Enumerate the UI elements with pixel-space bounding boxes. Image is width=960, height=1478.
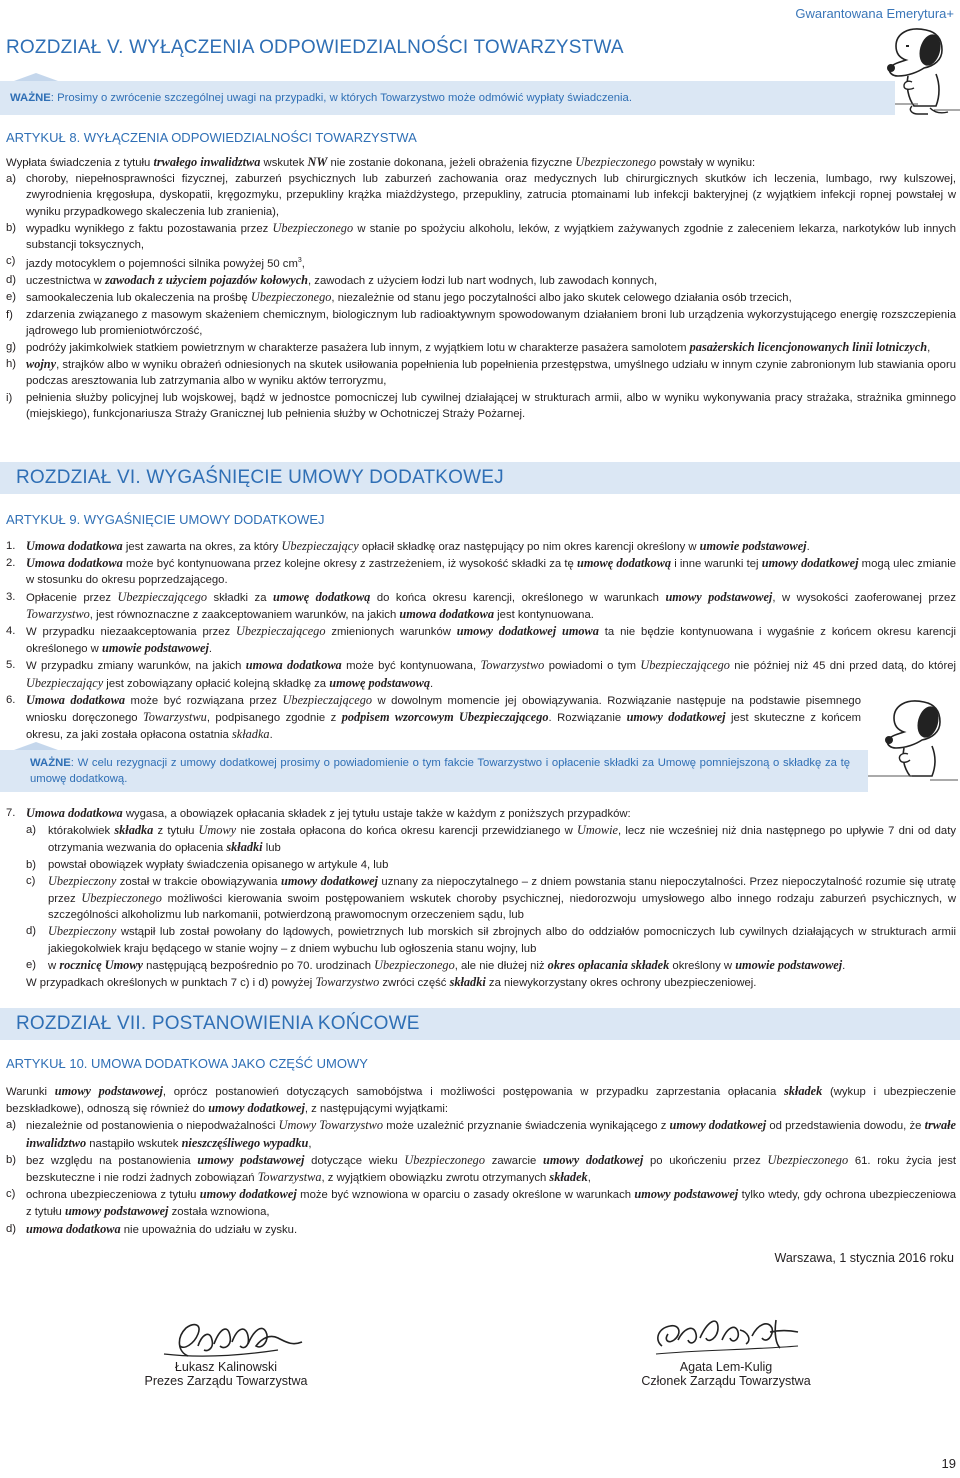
list-item: 3. Opłacenie przez Ubezpieczającego składki za umowę dodatkową do końca okresu karencji, określonego w warunkach umowy podstawowej, w wysokości zaoferowanej przez Towarzystwo, jest równoznaczne z zaakceptowaniem warunków, na jakich umowa dodatkowa jest kontynuowana.	[6, 589, 956, 621]
list-item: a) niezależnie od postanowienia o niepodważalności Umowy Towarzystwo może uzależnić przyznanie świadczenia wynikającego z umowy dodatkowej od przedstawienia dowodu, że trwałe inwalidztwo nastąpiło wskutek nieszczęśliwego wypadku,	[6, 1118, 956, 1150]
article-10-title: ARTYKUŁ 10. UMOWA DODATKOWA JAKO CZĘŚĆ UMOWY	[6, 1056, 368, 1071]
important-label: WAŻNE	[30, 757, 71, 769]
list-item: a) którakolwiek składka z tytułu Umowy nie została opłacona do końca okresu karencji przewidzianego w Umowie, lecz nie wcześniej niż dnia następnego po upływie 7 dni od daty otrzymania wezwania do opłacenia składki lub	[26, 823, 956, 855]
chapter-6-title: ROZDZIAŁ VI. WYGAŚNIĘCIE UMOWY DODATKOWEJ	[16, 467, 504, 488]
page-number: 19	[941, 1456, 956, 1471]
signer-role: Prezes Zarządu Towarzystwa	[144, 1374, 308, 1388]
article-10-body	[6, 1083, 956, 1238]
list-item: 6. Umowa dodatkowa może być rozwiązana przez Ubezpieczającego w dowolnym momencie jej obowiązywania. Rozwiązanie następuje na podstawie pisemnego wniosku doręczonego Towarzystwu, podpisanego zgodnie z podpisem wzorcowym Ubezpieczającego. Rozwiązanie umowy dodatkowej jest skuteczne z końcem okresu, za jaki została opłacona ostatnia składka.	[6, 692, 862, 742]
article-9-title: ARTYKUŁ 9. WYGAŚNIĘCIE UMOWY DODATKOWEJ	[6, 512, 325, 527]
signature-block-2	[610, 1360, 842, 1388]
list-item: e) samookaleczenia lub okaleczenia na prośbę Ubezpieczonego, niezależnie od stanu jego poczytalności albo jako skutek celowego działania osób trzecich,	[6, 290, 792, 305]
list-item: h) wojny, strajków albo w wyniku obrażeń odniesionych na skutek usiłowania popełnienia lub popełnienia przestępstwa, umyślnego udziału w innym czynie zabronionym lub stawiania oporu podczas aresztowania lub zatrzymania albo w wyniku aktów terroryzmu,	[6, 357, 956, 388]
list-item: g) podróży jakimkolwiek statkiem powietrznym w charakterze pasażera lub innym, z wyjątkiem lotu w charakterze pasażera samolotem pasażerskich licencjonowanych linii lotniczych,	[6, 340, 931, 354]
list-item: b) wypadku wynikłego z faktu pozostawania przez Ubezpieczonego w stanie po spożyciu alkoholu, leków, z wyjątkiem zażywanych zgodnie z zaleceniem lekarza, narkotyków lub innych substancji toksycznych,	[6, 220, 957, 252]
list-item: c) ochrona ubezpieczeniowa z tytułu umowy dodatkowej może być wznowiona w oparciu o zasady określone w warunkach umowy podstawowej tylko wtedy, gdy ochrona ubezpieczeniowa z tytułu umowy podstawowej została wznowiona,	[6, 1187, 956, 1219]
signer-name: Łukasz Kalinowski	[174, 1360, 278, 1374]
list-item: b) bez względu na postanowienia umowy podstawowej dotyczące wieku Ubezpieczonego zawarcie umowy dodatkowej po ukończeniu przez Ubezpieczonego 61. roku życia jest bezskuteczne i nie rodzi żadnych zobowiązań Towarzystwa, z wyjątkiem obowiązku zwrotu otrzymanych składek,	[6, 1152, 957, 1185]
signature-block-1	[110, 1360, 342, 1388]
signature-image-icon	[158, 1316, 308, 1364]
important-notice	[10, 90, 880, 106]
chapter-5-body	[6, 154, 956, 422]
chapter-7-title: ROZDZIAŁ VII. POSTANOWIENIA KOŃCOWE	[16, 1013, 420, 1034]
article-9-body	[6, 538, 956, 743]
notice-tab	[14, 742, 58, 750]
important-notice	[30, 755, 850, 787]
list-item: 1. Umowa dodatkowa jest zawarta na okres, za który Ubezpieczający opłacił składkę oraz następujący po nim okres karencji określony w umowie podstawowej.	[6, 539, 810, 553]
signer-name: Agata Lem-Kulig	[679, 1360, 773, 1374]
notice-tab	[14, 73, 58, 81]
article-8-title: ARTYKUŁ 8. WYŁĄCZENIA ODPOWIEDZIALNOŚCI TOWARZYSTWA	[6, 130, 417, 145]
article-9-body-cont	[6, 805, 956, 991]
list-item: c) Ubezpieczony został w trakcie obowiązywania umowy dodatkowej uznany za niepoczytalnego – z dniem powstania stanu niepoczytalności. Przez niepoczytalność rozumie się utratę przez Ubezpieczonego możliwości kierowania swoim postępowaniem wskutek choroby psychicznej, niedorozwoju umysłowego albo innego rodzaju zaburzeń psychicznych, w szczególności alkoholizmu lub narkomanii, potwierdzoną prawomocnym orzeczeniem sądu, lub	[26, 873, 957, 922]
important-text: : Prosimy o zwrócenie szczególnej uwagi na przypadki, w których Towarzystwo może odmówić wypłaty świadczenia.	[50, 92, 632, 104]
list-item: a) choroby, niepełnosprawności fizycznej, zaburzeń psychicznych lub zaburzeń zachowania oraz medycznych lub chirurgicznych skutków ich leczenia, lumbago, rwy kulszowej, zwyrodnienia kręgosłupa, dyskopatii, kręgozmyku, przepukliny krążka miażdżystego, przepukliny, zatrucia ptomainami lub infekcji bakteryjnej (z wyjątkiem infekcji ropnej powstałej w wyniku przypadkowego skaleczenia lub zranienia),	[6, 173, 956, 218]
snoopy-illustration-icon	[868, 694, 958, 786]
signer-role: Członek Zarządu Towarzystwa	[641, 1374, 811, 1388]
list-item: d) Ubezpieczony wstąpił lub został powołany do lądowych, powietrznych lub morskich sił zbrojnych albo do oddziałów pomocniczych lub cywilnych działających w strukturach armii jakiegokolwiek kraju będącego w stanie wojny – z dniem wybuchu lub ogłoszenia stanu wojny, lub	[26, 924, 956, 955]
signature-image-icon	[648, 1310, 808, 1360]
list-item: d) umowa dodatkowa nie upoważnia do udziału w zysku.	[6, 1221, 298, 1236]
list-item: c) jazdy motocyklem o pojemności silnika powyżej 50 $cm^3$,	[6, 255, 305, 270]
list-item: 4. W przypadku niezaakceptowania przez Ubezpieczającego zmienionych warunków umowy dodatkowej umowa ta nie będzie kontynuowana i wygaśnie z końcem okresu karencji określonego w umowie podstawowej.	[6, 624, 956, 656]
brand-name: Gwarantowana Emerytura+	[795, 6, 954, 21]
article-8-intro: Wypłata świadczenia z tytułu trwałego inwalidztwa wskutek NW nie zostanie dokonana, jeżeli obrażenia fizyczne Ubezpieczonego powstały w wyniku:	[6, 155, 756, 169]
date-line: Warszawa, 1 stycznia 2016 roku	[774, 1251, 954, 1265]
list-item: f) zdarzenia związanego z masowym skażeniem chemicznym, biologicznym lub radioaktywnym spowodowanym działaniem broni lub urządzenia wykorzystującego energię rozszczepienia jądrowego lub promieniotwórczość,	[6, 308, 956, 337]
list-item: 5. W przypadku zmiany warunków, na jakich umowa dodatkowa może być kontynuowana, Towarzystwo powiadomi o tym Ubezpieczającego nie później niż 45 dni przed datą, do której Ubezpieczający jest zobowiązany opłacić kolejną składkę za umowę podstawową.	[6, 658, 957, 690]
list-item: i) pełnienia służby policyjnej lub wojskowej, bądź w jednostce pomocniczej lub cywilnej działającej w strukturach armii, albo w wyniku wykonywania pracy strażaka, strażnika gminnego (miejskiego), funkcjonariusza Straży Granicznej lub pełnienia służby w Ochotniczej Straży Pożarnej.	[6, 391, 956, 420]
list-item: d) uczestnictwa w zawodach z użyciem pojazdów kołowych, zawodach z użyciem łodzi lub nart wodnych, lub zawodach konnych,	[6, 273, 658, 288]
list-item: b) powstał obowiązek wypłaty świadczenia opisanego w artykule 4, lub	[26, 858, 389, 871]
list-item: 2. Umowa dodatkowa może być kontynuowana przez kolejne okresy z zastrzeżeniem, iż wysokość składki za tę umowę dodatkową i inne warunki tej umowy dodatkowej mogą ulec zmianie w stosunku do okresu poprzedzającego.	[6, 556, 957, 587]
list-item: e) w rocznicę Umowy następującą bezpośrednio po 70. urodzinach Ubezpieczonego, ale nie dłużej niż okres opłacania składek określony w umowie podstawowej.	[26, 957, 846, 972]
important-text: : W celu rezygnacji z umowy dodatkowej prosimy o powiadomienie o tym fakcie Towarzystwo i opłacenie składki za Umowę pomniejszoną o składkę za tę umowę dodatkową.	[30, 757, 850, 786]
list-item: 7. Umowa dodatkowa wygasa, a obowiązek opłacania składek z jej tytułu ustaje także w każdym z poniższych przypadków:	[6, 806, 631, 820]
article-10-intro: Warunki umowy podstawowej, oprócz postanowień dotyczących samobójstwa i możliwości postępowania w przypadku zaprzestania opłacania składek (wykup i ubezpieczenie bezskładkowe), odnoszą się również do umowy dodatkowej, z następującymi wyjątkami:	[6, 1084, 956, 1116]
chapter-5-title: ROZDZIAŁ V. WYŁĄCZENIA ODPOWIEDZIALNOŚCI TOWARZYSTWA	[6, 37, 624, 58]
article-9-closing: W przypadkach określonych w punktach 7 c) i d) powyżej Towarzystwo zwróci część składki za niewykorzystany okres ochrony ubezpieczeniowej.	[26, 975, 757, 990]
important-label: WAŻNE	[10, 92, 51, 104]
